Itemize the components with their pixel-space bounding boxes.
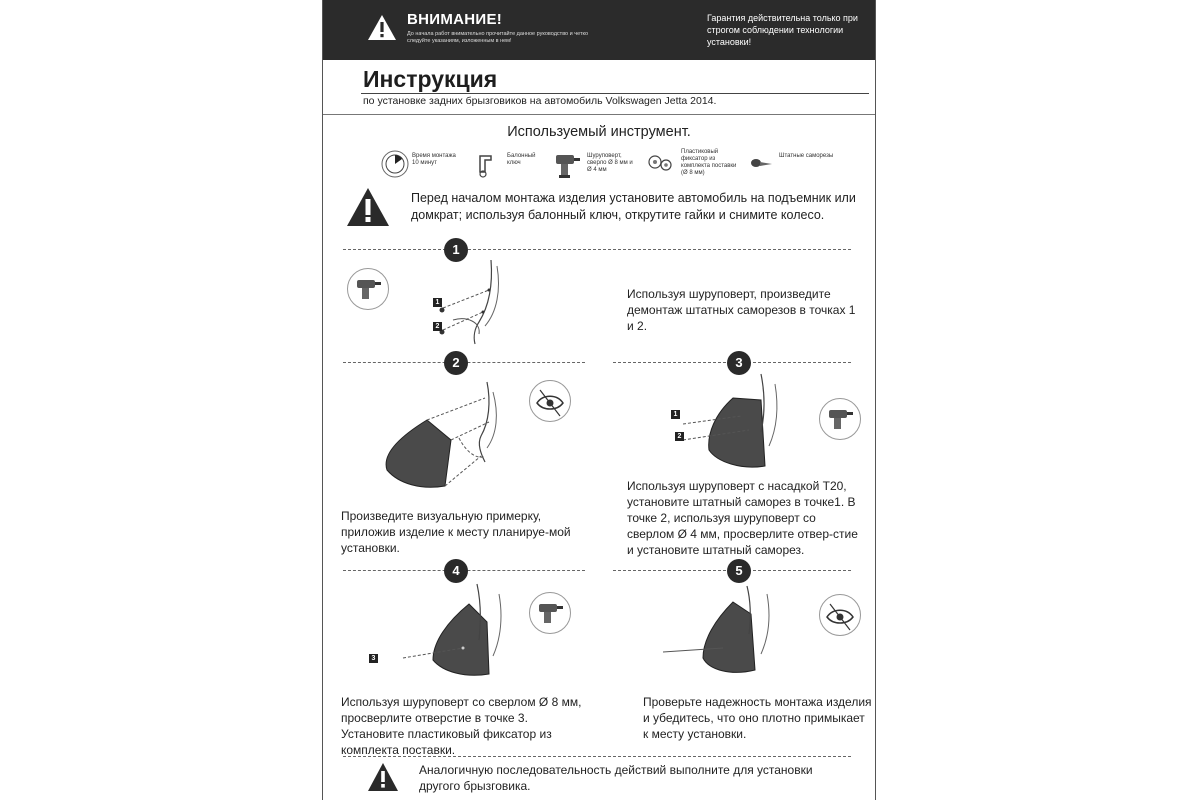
page-subtitle: по установке задних брызговиков на автомобиль Volkswagen Jetta 2014.: [363, 95, 717, 107]
point-marker-1: 1: [671, 410, 680, 419]
step-3-text: Используя шуруповерт с насадкой Т20, установите штатный саморез в точке1. В точке 2, используя шуруповерт со сверлом Ø 4 мм, просверлите отвер-стие и установите штатный саморез.: [627, 479, 858, 557]
drill-icon: [820, 399, 860, 439]
drill-icon: [348, 269, 388, 309]
step-1-text: Используя шуруповерт, произведите демонтаж штатных саморезов в точках 1 и 2.: [627, 287, 856, 333]
step-number-4: 4: [444, 559, 468, 583]
header-title: ВНИМАНИЕ!: [407, 11, 503, 28]
drill-icon: [530, 593, 570, 633]
step-number-3: 3: [727, 351, 751, 375]
drill-icon-badge: [819, 398, 861, 440]
warning-text: Перед началом монтажа изделия установите автомобиль на подъемник или домкрат; используя балонный ключ, открутите гайки и снимите колесо.: [411, 191, 856, 222]
warning-icon: [367, 762, 399, 792]
warranty-note: Гарантия действительна только при строгом соблюдении технологии установки!: [707, 13, 858, 47]
clock-icon: [381, 150, 409, 178]
screw-icon: [747, 150, 777, 178]
step-divider: [343, 249, 851, 250]
step-divider: [343, 756, 851, 757]
instruction-sheet: [322, 0, 876, 800]
point-marker-3: 3: [369, 654, 378, 663]
step-4-text: Используя шуруповерт со сверлом Ø 8 мм, просверлите отверстие в точке 3. Установите пластиковый фиксатор из комплекта поставки.: [341, 695, 582, 757]
step-3-illustration: [683, 370, 803, 480]
point-marker-1: 1: [433, 298, 442, 307]
step-2-illustration: [381, 378, 521, 498]
drill-icon-badge: [347, 268, 389, 310]
step-number-2: 2: [444, 351, 468, 375]
plastic-fixator-icon: [646, 150, 676, 178]
step-4-illustration: [389, 582, 529, 692]
wheel-wrench-icon: [473, 150, 503, 180]
step-number-1: 1: [444, 238, 468, 262]
tool-label: Штатные саморезы: [779, 153, 834, 159]
point-marker-2: 2: [675, 432, 684, 441]
eye-icon: [530, 381, 570, 421]
step-number-5: 5: [727, 559, 751, 583]
step-5-illustration: [663, 584, 803, 684]
page-title: Инструкция: [363, 66, 498, 92]
drill-icon-badge: [529, 592, 571, 634]
header-note: До начала работ внимательно прочитайте данное руководство и четко следуйте указаниям, изложенным в нем!: [407, 31, 589, 44]
warning-icon: [367, 14, 397, 41]
title-divider: [361, 93, 869, 94]
drill-icon: [553, 150, 581, 180]
tool-label: Шуруповерт, сверло Ø 8 мм и Ø 4 мм: [587, 153, 633, 173]
visual-check-icon-badge: [529, 380, 571, 422]
step-5-text: Проверьте надежность монтажа изделия и убедитесь, что оно плотно примыкает к месту установки.: [643, 695, 872, 741]
visual-check-icon-badge: [819, 594, 861, 636]
tools-heading: Используемый инструмент.: [507, 124, 691, 140]
warning-header: [323, 0, 875, 60]
warning-icon: [345, 186, 391, 228]
step-2-text: Произведите визуальную примерку, приложив изделие к месту планируе-мой установки.: [341, 509, 571, 555]
section-divider: [323, 114, 875, 115]
eye-icon: [820, 595, 860, 635]
warning-bottom-text: Аналогичную последовательность действий выполните для установки другого брызговика.: [419, 763, 813, 793]
tool-label: Балонный ключ: [507, 153, 536, 166]
tool-label: Время монтажа 10 минут: [412, 153, 456, 166]
point-marker-2: 2: [433, 322, 442, 331]
tool-label: Пластиковый фиксатор из комплекта поставки (Ø 8 мм): [681, 149, 737, 176]
